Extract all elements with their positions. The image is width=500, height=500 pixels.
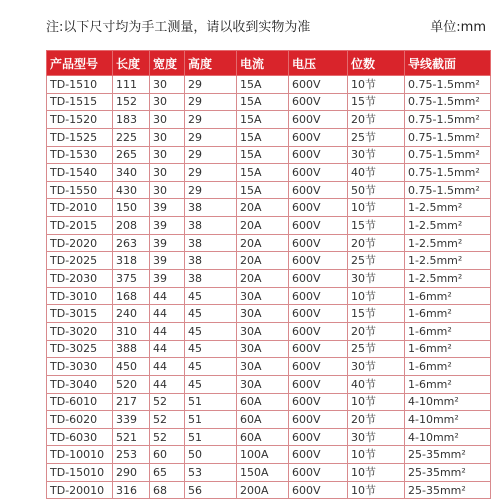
cell-voltage: 600V — [289, 93, 348, 111]
cell-height: 38 — [185, 252, 237, 270]
cell-width: 30 — [150, 181, 185, 199]
cell-length: 183 — [113, 111, 150, 129]
cell-wire-section: 4-10mm² — [405, 428, 491, 446]
cell-width: 30 — [150, 111, 185, 129]
cell-current: 100A — [237, 446, 289, 464]
cell-height: 29 — [185, 181, 237, 199]
cell-current: 15A — [237, 128, 289, 146]
cell-voltage: 600V — [289, 428, 348, 446]
cell-positions: 30节 — [348, 146, 405, 164]
cell-positions: 10节 — [348, 199, 405, 217]
cell-wire-section: 1-2.5mm² — [405, 199, 491, 217]
cell-model: TD-1525 — [47, 128, 113, 146]
cell-current: 20A — [237, 270, 289, 288]
cell-positions: 50节 — [348, 181, 405, 199]
cell-length: 375 — [113, 270, 150, 288]
cell-height: 53 — [185, 464, 237, 482]
cell-model: TD-2030 — [47, 270, 113, 288]
cell-width: 44 — [150, 287, 185, 305]
cell-height: 29 — [185, 146, 237, 164]
cell-model: TD-3020 — [47, 322, 113, 340]
cell-positions: 15节 — [348, 305, 405, 323]
cell-length: 240 — [113, 305, 150, 323]
table-row — [47, 270, 491, 288]
table-row — [47, 358, 491, 376]
cell-length: 265 — [113, 146, 150, 164]
cell-current: 30A — [237, 305, 289, 323]
cell-height: 51 — [185, 393, 237, 411]
cell-width: 52 — [150, 428, 185, 446]
cell-height: 38 — [185, 270, 237, 288]
cell-height: 50 — [185, 446, 237, 464]
cell-model: TD-1530 — [47, 146, 113, 164]
cell-length: 318 — [113, 252, 150, 270]
cell-height: 45 — [185, 287, 237, 305]
cell-wire-section: 1-6mm² — [405, 375, 491, 393]
measurement-note: 注:以下尺寸均为手工测量，请以收到实物为准 — [46, 19, 311, 35]
table-row — [47, 287, 491, 305]
cell-current: 20A — [237, 217, 289, 235]
cell-width: 39 — [150, 199, 185, 217]
cell-current: 15A — [237, 111, 289, 129]
cell-height: 38 — [185, 234, 237, 252]
cell-positions: 20节 — [348, 234, 405, 252]
cell-model: TD-2020 — [47, 234, 113, 252]
cell-voltage: 600V — [289, 111, 348, 129]
cell-model: TD-6020 — [47, 411, 113, 429]
cell-length: 111 — [113, 76, 150, 94]
cell-voltage: 600V — [289, 375, 348, 393]
table-row — [47, 481, 491, 499]
cell-positions: 15节 — [348, 217, 405, 235]
cell-current: 20A — [237, 252, 289, 270]
cell-current: 60A — [237, 428, 289, 446]
cell-width: 44 — [150, 322, 185, 340]
cell-wire-section: 1-6mm² — [405, 340, 491, 358]
cell-model: TD-1540 — [47, 164, 113, 182]
cell-positions: 40节 — [348, 164, 405, 182]
cell-model: TD-10010 — [47, 446, 113, 464]
cell-voltage: 600V — [289, 217, 348, 235]
table-row — [47, 146, 491, 164]
cell-model: TD-3025 — [47, 340, 113, 358]
table-row — [47, 111, 491, 129]
table-body — [47, 76, 491, 499]
cell-current: 15A — [237, 76, 289, 94]
cell-height: 51 — [185, 428, 237, 446]
cell-width: 30 — [150, 76, 185, 94]
cell-width: 68 — [150, 481, 185, 499]
table-row — [47, 393, 491, 411]
cell-model: TD-15010 — [47, 464, 113, 482]
cell-wire-section: 25-35mm² — [405, 464, 491, 482]
cell-model: TD-6030 — [47, 428, 113, 446]
cell-current: 60A — [237, 411, 289, 429]
cell-length: 253 — [113, 446, 150, 464]
cell-positions: 30节 — [348, 270, 405, 288]
cell-wire-section: 1-6mm² — [405, 287, 491, 305]
cell-positions: 30节 — [348, 428, 405, 446]
cell-width: 39 — [150, 270, 185, 288]
cell-height: 29 — [185, 164, 237, 182]
note-row — [0, 0, 500, 50]
cell-current: 30A — [237, 358, 289, 376]
cell-positions: 10节 — [348, 393, 405, 411]
header-current: 电流 — [237, 51, 289, 76]
table-row — [47, 76, 491, 94]
cell-voltage: 600V — [289, 322, 348, 340]
cell-width: 44 — [150, 340, 185, 358]
cell-width: 44 — [150, 358, 185, 376]
cell-width: 60 — [150, 446, 185, 464]
cell-length: 217 — [113, 393, 150, 411]
cell-model: TD-20010 — [47, 481, 113, 499]
cell-current: 60A — [237, 393, 289, 411]
table-row — [47, 411, 491, 429]
cell-height: 38 — [185, 199, 237, 217]
cell-height: 29 — [185, 128, 237, 146]
cell-width: 65 — [150, 464, 185, 482]
cell-voltage: 600V — [289, 252, 348, 270]
table-header-row — [47, 51, 491, 76]
cell-positions: 10节 — [348, 481, 405, 499]
cell-voltage: 600V — [289, 411, 348, 429]
cell-width: 30 — [150, 93, 185, 111]
cell-width: 30 — [150, 146, 185, 164]
cell-voltage: 600V — [289, 446, 348, 464]
cell-width: 44 — [150, 375, 185, 393]
cell-length: 521 — [113, 428, 150, 446]
cell-wire-section: 1-6mm² — [405, 358, 491, 376]
cell-model: TD-3010 — [47, 287, 113, 305]
header-width: 宽度 — [150, 51, 185, 76]
table-row — [47, 464, 491, 482]
cell-height: 45 — [185, 340, 237, 358]
cell-length: 450 — [113, 358, 150, 376]
cell-model: TD-1520 — [47, 111, 113, 129]
cell-current: 15A — [237, 164, 289, 182]
cell-wire-section: 25-35mm² — [405, 481, 491, 499]
cell-height: 45 — [185, 305, 237, 323]
cell-wire-section: 1-2.5mm² — [405, 270, 491, 288]
header-positions: 位数 — [348, 51, 405, 76]
cell-wire-section: 0.75-1.5mm² — [405, 181, 491, 199]
cell-current: 15A — [237, 181, 289, 199]
cell-positions: 25节 — [348, 340, 405, 358]
table-row — [47, 93, 491, 111]
header-wire-section: 导线截面 — [405, 51, 491, 76]
cell-current: 15A — [237, 93, 289, 111]
cell-wire-section: 4-10mm² — [405, 411, 491, 429]
cell-wire-section: 0.75-1.5mm² — [405, 76, 491, 94]
header-model: 产品型号 — [47, 51, 113, 76]
cell-model: TD-3030 — [47, 358, 113, 376]
cell-voltage: 600V — [289, 164, 348, 182]
cell-width: 30 — [150, 164, 185, 182]
cell-length: 388 — [113, 340, 150, 358]
unit-label: 单位:mm — [430, 19, 486, 35]
cell-wire-section: 0.75-1.5mm² — [405, 128, 491, 146]
cell-voltage: 600V — [289, 128, 348, 146]
cell-wire-section: 1-2.5mm² — [405, 217, 491, 235]
cell-width: 52 — [150, 411, 185, 429]
cell-voltage: 600V — [289, 464, 348, 482]
cell-current: 20A — [237, 199, 289, 217]
cell-wire-section: 0.75-1.5mm² — [405, 93, 491, 111]
cell-length: 150 — [113, 199, 150, 217]
cell-voltage: 600V — [289, 393, 348, 411]
cell-height: 45 — [185, 375, 237, 393]
cell-wire-section: 0.75-1.5mm² — [405, 146, 491, 164]
cell-wire-section: 25-35mm² — [405, 446, 491, 464]
cell-width: 30 — [150, 128, 185, 146]
cell-width: 52 — [150, 393, 185, 411]
table-row — [47, 128, 491, 146]
cell-length: 263 — [113, 234, 150, 252]
cell-width: 39 — [150, 234, 185, 252]
cell-length: 430 — [113, 181, 150, 199]
table-row — [47, 164, 491, 182]
cell-height: 38 — [185, 217, 237, 235]
cell-voltage: 600V — [289, 270, 348, 288]
cell-voltage: 600V — [289, 481, 348, 499]
header-length: 长度 — [113, 51, 150, 76]
cell-length: 225 — [113, 128, 150, 146]
cell-height: 45 — [185, 322, 237, 340]
cell-width: 44 — [150, 305, 185, 323]
cell-positions: 15节 — [348, 93, 405, 111]
cell-length: 290 — [113, 464, 150, 482]
cell-voltage: 600V — [289, 305, 348, 323]
header-voltage: 电压 — [289, 51, 348, 76]
cell-positions: 40节 — [348, 375, 405, 393]
cell-positions: 10节 — [348, 76, 405, 94]
table-row — [47, 428, 491, 446]
spec-table — [46, 50, 491, 499]
cell-length: 208 — [113, 217, 150, 235]
cell-model: TD-1550 — [47, 181, 113, 199]
table-row — [47, 252, 491, 270]
cell-wire-section: 0.75-1.5mm² — [405, 111, 491, 129]
table-row — [47, 217, 491, 235]
table-row — [47, 181, 491, 199]
cell-height: 29 — [185, 76, 237, 94]
cell-current: 15A — [237, 146, 289, 164]
cell-height: 29 — [185, 93, 237, 111]
table-row — [47, 340, 491, 358]
cell-current: 30A — [237, 287, 289, 305]
cell-length: 520 — [113, 375, 150, 393]
table-row — [47, 322, 491, 340]
cell-voltage: 600V — [289, 199, 348, 217]
cell-current: 30A — [237, 340, 289, 358]
cell-current: 30A — [237, 322, 289, 340]
cell-current: 20A — [237, 234, 289, 252]
cell-voltage: 600V — [289, 146, 348, 164]
cell-height: 56 — [185, 481, 237, 499]
cell-wire-section: 1-6mm² — [405, 322, 491, 340]
cell-voltage: 600V — [289, 234, 348, 252]
cell-model: TD-1510 — [47, 76, 113, 94]
cell-voltage: 600V — [289, 340, 348, 358]
table-row — [47, 446, 491, 464]
cell-positions: 10节 — [348, 446, 405, 464]
cell-voltage: 600V — [289, 181, 348, 199]
cell-length: 339 — [113, 411, 150, 429]
table-row — [47, 234, 491, 252]
table-row — [47, 199, 491, 217]
cell-current: 200A — [237, 481, 289, 499]
cell-length: 168 — [113, 287, 150, 305]
cell-height: 51 — [185, 411, 237, 429]
cell-height: 45 — [185, 358, 237, 376]
cell-length: 310 — [113, 322, 150, 340]
cell-positions: 25节 — [348, 252, 405, 270]
cell-wire-section: 4-10mm² — [405, 393, 491, 411]
cell-wire-section: 1-2.5mm² — [405, 234, 491, 252]
cell-width: 39 — [150, 252, 185, 270]
cell-wire-section: 0.75-1.5mm² — [405, 164, 491, 182]
cell-wire-section: 1-2.5mm² — [405, 252, 491, 270]
cell-length: 340 — [113, 164, 150, 182]
cell-wire-section: 1-6mm² — [405, 305, 491, 323]
cell-positions: 10节 — [348, 287, 405, 305]
cell-voltage: 600V — [289, 358, 348, 376]
cell-current: 30A — [237, 375, 289, 393]
cell-positions: 25节 — [348, 128, 405, 146]
cell-positions: 20节 — [348, 322, 405, 340]
cell-model: TD-1515 — [47, 93, 113, 111]
cell-length: 316 — [113, 481, 150, 499]
cell-height: 29 — [185, 111, 237, 129]
cell-model: TD-3015 — [47, 305, 113, 323]
table-row — [47, 375, 491, 393]
cell-model: TD-2025 — [47, 252, 113, 270]
cell-current: 150A — [237, 464, 289, 482]
cell-width: 39 — [150, 217, 185, 235]
cell-model: TD-2015 — [47, 217, 113, 235]
cell-model: TD-2010 — [47, 199, 113, 217]
cell-positions: 20节 — [348, 411, 405, 429]
table-row — [47, 305, 491, 323]
header-height: 高度 — [185, 51, 237, 76]
cell-positions: 20节 — [348, 111, 405, 129]
cell-model: TD-6010 — [47, 393, 113, 411]
cell-voltage: 600V — [289, 76, 348, 94]
cell-voltage: 600V — [289, 287, 348, 305]
cell-positions: 10节 — [348, 464, 405, 482]
cell-model: TD-3040 — [47, 375, 113, 393]
cell-length: 152 — [113, 93, 150, 111]
cell-positions: 30节 — [348, 358, 405, 376]
